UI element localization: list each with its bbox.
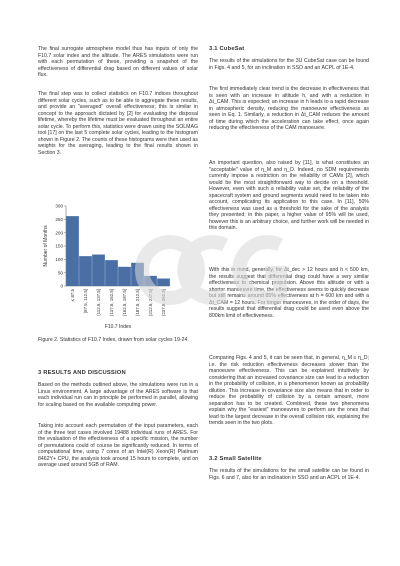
body-paragraph: An important question, also raised by [11], is what constitutes an "acceptable" value of η_M and η_D. Indeed, no SDM requirements currently impose a restriction on the reliability of CAMs [2], which would be the most straightforward way to decide on a threshold. However, even with such a reliability value set, the reliability of the spacecraft system and ground segments would need to be taken into account, complicating its application to this case. In [11], 50% effectiveness was used as a threshold for the sake of the analysis they presented; in this paper, a higher value of 95% will be used, however this is an arbitrary choice, and further work will be needed in this domain. [209, 160, 369, 232]
body-paragraph: The results of the simulations for the 3U CubeSat case can be found in Figs. 4 and 5, for an inclination in SSO and an ACPL of 1E-4. [209, 58, 369, 71]
x-tick-label: (187.5, 212.5] [135, 289, 140, 317]
body-paragraph: The first immediately clear trend is the decrease in effectiveness that is seen with an increase in altitude h, and with a reduction in Δt_CAM. This is expected; an increase in h leads to a rapid decrease in atmospheric density, reducing the manoeuvre effectiveness as seen in Eq. 1. Similarly, a reduction in Δt_CAM reduces the amount of time during which the acceleration can take effect, once again reducing the effectiveness of the CAM manoeuvre. [209, 86, 369, 132]
subsection-heading: 3.1 CubeSat [209, 46, 245, 52]
histogram-bar [66, 216, 79, 286]
y-tick-label: 150 [55, 243, 63, 249]
x-tick-label: (237.5, 262.5] [161, 289, 166, 317]
body-paragraph: Taking into account each permutation of the input parameters, each of the three test cases involved 19488 individual runs of ARES. For the evaluation of the effectiveness of a specific mission, the number of permutations could of course be significantly reduced. In terms of computational time, using 7 cores of an Intel(R) Xeon(R) Platinum 8462Y+ CPU, the analysis took around 15 hours to complete, and on average used around 5GB of RAM. [38, 423, 198, 469]
histogram-chart [38, 200, 198, 335]
subsection-heading: 3.2 Small Satellite [209, 456, 262, 462]
y-axis-label: Number of Months [43, 225, 49, 267]
section-heading: 3 RESULTS AND DISCUSSION [38, 370, 126, 376]
histogram-bar [157, 279, 170, 286]
histogram-bar [92, 255, 105, 286]
figure-caption: Figure 2. Statistics of F10.7 Index, drawn from solar cycles 19-24. [38, 337, 189, 343]
x-tick-label: (87.5, 112.5] [83, 289, 88, 314]
body-paragraph: The results of the simulations for the small satellite can be found in Figs. 6 and 7, also for an inclination in SSO and an ACPL of 1E-4. [209, 468, 369, 481]
y-tick-label: 300 [55, 203, 63, 209]
body-paragraph: Based on the methods outlined above, the simulations were run in a Linux environment. A large advantage of the ARES software is that each individual run can in principle be performed in parallel, allowing for scaling based on the available computing power. [38, 382, 198, 408]
body-paragraph: With this in mind, generally, for Δt_dec > 12 hours and h < 500 km, the results suggest that differential drag could have a very similar effectiveness to chemical propulsion. Above this altitude or with a shorter manoeuvre time, the effectiveness seems to quickly decrease but still remains around 85% effectiveness at h = 600 km and with a Δt_CAM = 12 hours. For longer manoeuvres, in the order of days, the results suggest that differential drag could be used even above the 800km limit of effectiveness. [209, 267, 369, 319]
y-tick-label: 50 [57, 270, 63, 276]
x-tick-label: (212.5, 237.5] [148, 289, 153, 317]
body-paragraph: The final step was to collect statistics on F10.7 indices throughout different solar cycles, such as to be able to aggregate these results, and provide an "averaged" overall effectiveness; this is similar in concept to the approach dictated by [2] for evaluating the disposal lifetime, whereby the lifetime must be evaluated throughout an entire solar cycle. To perform this, statistics were drawn using the SOLMAG tool [17] on the last 5 complete solar cycles, leading to the histogram shown in Figure 2. The counts of these histograms were then used as weights for the averaging, leading to the final results shown in Section 3. [38, 91, 198, 156]
body-paragraph: The final surrogate atmosphere model thus has inputs of only the F10.7 solar index and the altitude. The ARES simulations were run with each permutation of these, providing a snapshot of the effectiveness of differential drag based on different values of solar flux. [38, 46, 198, 79]
histogram-bar [131, 263, 144, 286]
histogram-bar [105, 260, 118, 286]
x-tick-label: (112.5, 137.5] [96, 289, 101, 316]
histogram-bar [144, 276, 157, 286]
x-tick-label: ≤ 87.5 [70, 289, 75, 302]
y-tick-label: 100 [55, 256, 63, 262]
histogram-bar [79, 256, 92, 286]
histogram-svg [38, 200, 198, 335]
body-paragraph: Comparing Figs. 4 and 5, it can be seen that, in general, η_M ≤ η_D; i.e. the risk reduction effectiveness decreases slower than the manoeuvre effectiveness. This can be explained intuitively by considering that an increased covariance size can lead to a reduction in the probability of collision, in a phenomenon known as probability dilution. This increase in covariance size also means that in order to reduce the probability of collision by a certain amount, more separation has to be created. Combined, these two phenomena explain why the "easiest" manoeuvres to perform are the ones that lead to the largest decrease in the overall collision risk, explaining the trends seen in the two plots. [209, 355, 369, 427]
y-tick-label: 0 [60, 283, 63, 289]
y-tick-label: 250 [55, 216, 63, 222]
x-tick-label: (137.5, 162.5] [109, 289, 114, 317]
x-axis-label: F10.7 Index [104, 324, 132, 330]
histogram-bar [118, 267, 131, 286]
y-tick-label: 200 [55, 230, 63, 236]
x-tick-label: (162.5, 187.5] [122, 289, 127, 317]
